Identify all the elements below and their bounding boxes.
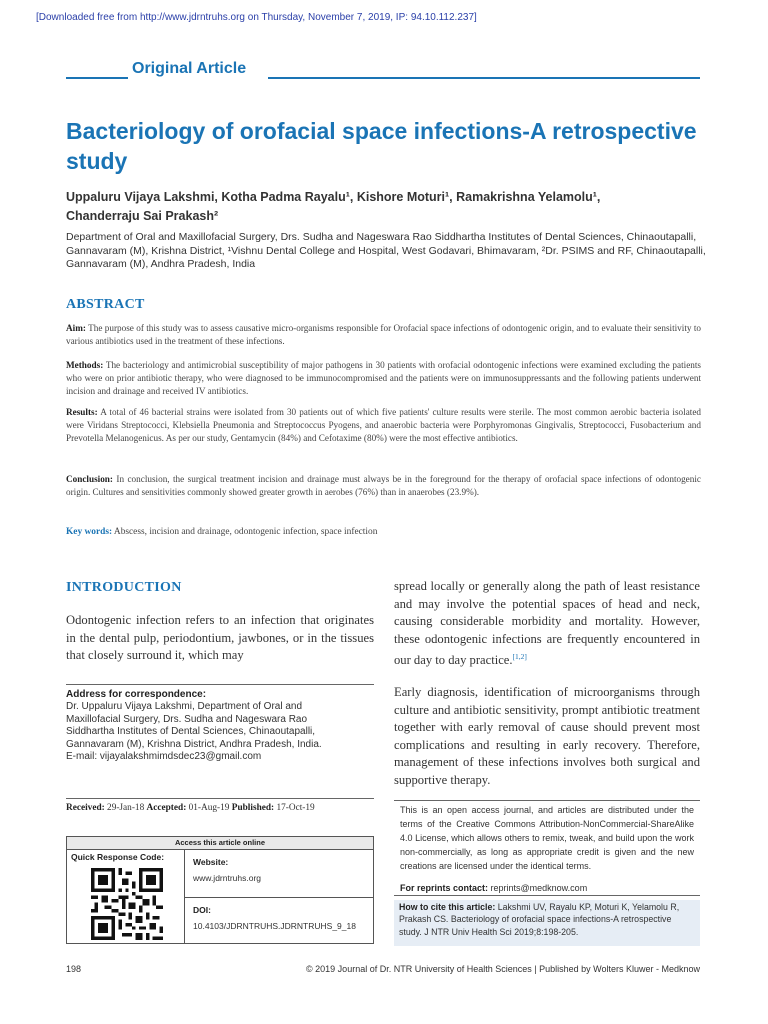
correspondence-line: Maxillofacial Surgery, Drs. Sudha and Nageswara Rao bbox=[66, 713, 308, 725]
aim-label: Aim: bbox=[66, 323, 86, 333]
correspondence-box bbox=[66, 684, 374, 771]
intro-right-paragraph-2: Early diagnosis, identification of microorganisms through culture and antibiotic sensitivity, prompt antibiotic treatment together with early removal of cause should prevent most complications and resulting in early recovery. Therefore, management of these infections involves both surgical and supportive therapy. bbox=[394, 685, 700, 787]
conclusion-text: In conclusion, the surgical treatment incision and drainage must always be in the foreground for the therapy of orofacial space infections of odontogenic origin. Cultures and sensitivities commonly showed greater growth in aerobes (76%) than in anaerobes (23.9%). bbox=[66, 474, 701, 498]
article-title: Bacteriology of orofacial space infections-A retrospective study bbox=[66, 118, 697, 174]
conclusion-label: Conclusion: bbox=[66, 474, 113, 484]
accepted-date: 01-Aug-19 bbox=[186, 803, 232, 813]
how-to-cite-box bbox=[394, 900, 700, 946]
correspondence-line: Siddhartha Institutes of Dental Sciences, Chinaoutapalli, bbox=[66, 726, 316, 738]
authors-line-1: Uppaluru Vijaya Lakshmi, Kotha Padma Rayalu¹, Kishore Moturi¹, Ramakrishna Yelamolu¹, bbox=[66, 190, 601, 204]
published-date: 17-Oct-19 bbox=[274, 803, 315, 813]
abstract-aim bbox=[66, 322, 701, 348]
keywords-text: Abscess, incision and drainage, odontogenic infection, space infection bbox=[112, 527, 378, 537]
reprints-label: For reprints contact: bbox=[400, 883, 489, 893]
methods-text: The bacteriology and antimicrobial susceptibility of major pathogens in 30 patients with orofacial odontogenic infections were examined excluding the patients who were on prior antibiotic therapy, who were diagnosed to be immunocompromised and the patients were on immunosuppressants and the following patients underwent incision and drainage and received IV antibiotics. bbox=[66, 360, 701, 397]
results-text: A total of 46 bacterial strains were isolated from 30 patients out of which five patients' culture results were sterile. The most common aerobic bacteria isolated were Viridans Streptococci, Klebsiella Pneumonia and Streptococcus Pyogens, and anaerobic bacteria were Porphyromonas Gingivalis, Streptococci, Fusobacterium and Prevotella Melanogenicus. As per our study, Gentamycin (84%) and Cefotaxime (80%) were the most effective antibiotics. bbox=[66, 407, 701, 444]
page-number: 198 bbox=[66, 964, 82, 974]
methods-label: Methods: bbox=[66, 360, 104, 370]
website-link[interactable]: www.jdrntruhs.org bbox=[193, 873, 262, 883]
introduction-heading: INTRODUCTION bbox=[66, 580, 182, 595]
website-cell bbox=[185, 850, 373, 898]
authors-line-2: Chanderraju Sai Prakash² bbox=[66, 209, 219, 223]
keywords-label: Key words: bbox=[66, 527, 113, 537]
keywords bbox=[66, 527, 701, 537]
website-label: Website: bbox=[193, 857, 229, 867]
affiliations: Department of Oral and Maxillofacial Surgery, Drs. Sudha and Nageswara Rao Siddhartha Institutes of Dental Sciences, Chinaoutapalli, Gannavaram (M), Krishna District, ¹Vishnu Dental College and Hospital, West Godavari, Bhimavaram, ²Dr. PSIMS and RF, Chinaoutapalli, Gannavaram (M), Andhra Pradesh, India bbox=[66, 231, 706, 270]
received-label: Received: bbox=[66, 803, 105, 813]
cite-label: How to cite this article: bbox=[399, 902, 496, 912]
article-type: Original Article bbox=[132, 60, 247, 77]
qr-cell bbox=[67, 850, 185, 943]
abstract-results bbox=[66, 406, 701, 446]
qr-code-icon[interactable] bbox=[91, 868, 163, 940]
authors bbox=[66, 188, 706, 226]
correspondence-line: Dr. Uppaluru Vijaya Lakshmi, Department of Oral and bbox=[66, 701, 303, 713]
reprints-email[interactable]: reprints@medknow.com bbox=[488, 883, 588, 893]
correspondence-heading: Address for correspondence: bbox=[66, 689, 207, 700]
intro-right-paragraph-1 bbox=[394, 578, 700, 670]
published-label: Published: bbox=[231, 803, 275, 813]
abstract-heading: ABSTRACT bbox=[66, 297, 145, 312]
article-type-row bbox=[66, 60, 700, 82]
qr-label: Quick Response Code: bbox=[71, 852, 165, 862]
license-text: This is an open access journal, and articles are distributed under the terms of the Creative Commons Attribution-NonCommercial-ShareAlike 4.0 License, which allows others to remix, tweak, and build upon the work non-commercially, as long as appropriate credit is given and the new creations are licensed under the identical terms. bbox=[400, 805, 694, 871]
download-note: [Downloaded free from http://www.jdrntruhs.org on Thursday, November 7, 2019, IP: 94.10.112.237] bbox=[36, 12, 477, 23]
article-dates bbox=[66, 798, 374, 813]
access-online-box bbox=[66, 836, 374, 944]
results-label: Results: bbox=[66, 407, 98, 417]
aim-text: The purpose of this study was to assess causative micro-organisms responsible for Orofacial space infections of odontogenic origin, and to evaluate their sensitivity to various antibiotics used in the treatment of these infections. bbox=[66, 323, 701, 347]
citation-ref-1-2[interactable]: [1,2] bbox=[512, 652, 527, 662]
reprints-line bbox=[400, 881, 694, 895]
doi-cell bbox=[185, 898, 373, 943]
abstract-conclusion bbox=[66, 473, 701, 499]
doi-link[interactable]: 10.4103/JDRNTRUHS.JDRNTRUHS_9_18 bbox=[193, 921, 356, 931]
intro-left-paragraph: Odontogenic infection refers to an infection that originates in the dental pulp, periodontium, jawbones, or in the tissues that closely surround it, which may bbox=[66, 613, 374, 663]
abstract-methods bbox=[66, 359, 701, 399]
access-heading: Access this article online bbox=[67, 837, 373, 850]
received-date: 29-Jan-18 bbox=[104, 803, 147, 813]
correspondence-line: Gannavaram (M), Krishna District, Andhra Pradesh, India. bbox=[66, 738, 322, 750]
rule-left bbox=[66, 77, 128, 79]
doi-label: DOI: bbox=[193, 905, 211, 915]
license-box bbox=[394, 800, 700, 896]
intro-right-paragraph-1-text: spread locally or generally along the path of least resistance and may involve the potential spaces of head and neck, causing considerable morbidity and mortality. However, these odontogenic infections are frequently encountered in our day to day practice. bbox=[394, 579, 700, 668]
accepted-label: Accepted: bbox=[146, 803, 187, 813]
rule-right bbox=[268, 77, 700, 79]
cite-text: Lakshmi UV, Rayalu KP, Moturi K, Yelamolu R, Prakash CS. Bacteriology of orofacial space infections-A retrospective study. J NTR Univ Health Sci 2019;8:198-205. bbox=[399, 902, 680, 937]
correspondence-email[interactable]: E-mail: vijayalakshmimdsdec23@gmail.com bbox=[66, 751, 262, 763]
copyright: © 2019 Journal of Dr. NTR University of Health Sciences | Published by Wolters Kluwer - Medknow bbox=[306, 964, 700, 974]
